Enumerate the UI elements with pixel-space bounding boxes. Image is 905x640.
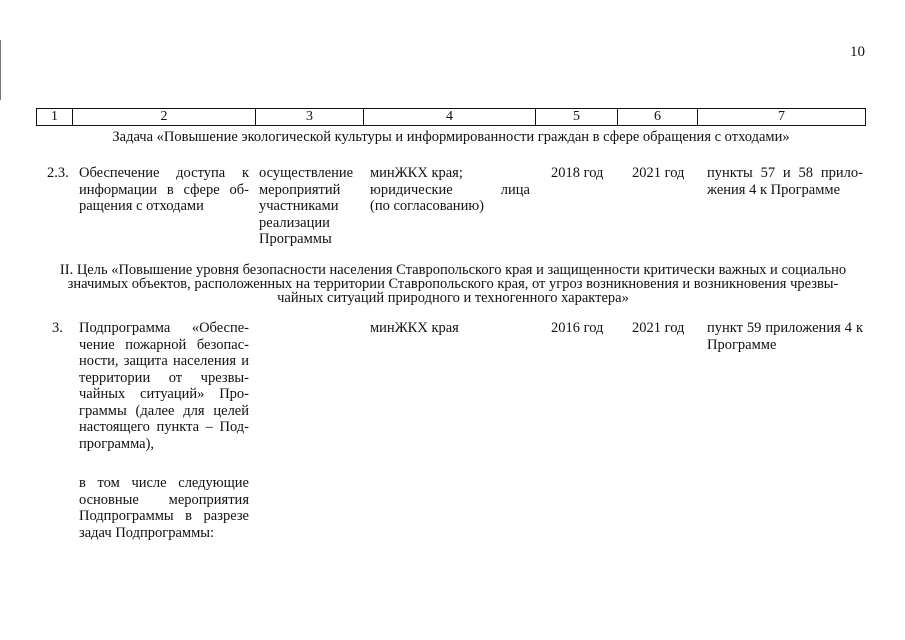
row-3-executor: минЖКХ края bbox=[370, 320, 459, 336]
row-2-3-executor-type: осуществление мероприятий участниками реализации Программы bbox=[259, 165, 354, 247]
page-edge-mark bbox=[0, 40, 1, 100]
row-2-3-executor-line1: минЖКХ края; bbox=[370, 165, 463, 181]
row-2-3-executor-line2 bbox=[370, 182, 530, 199]
row-2-3-executor-line2-b: лица bbox=[500, 181, 530, 198]
header-col-1: 1 bbox=[37, 109, 73, 125]
header-col-2: 2 bbox=[73, 109, 256, 125]
row-2-3-link: пункты 57 и 58 прило-жения 4 к Программе bbox=[707, 165, 863, 198]
goal-heading-line2: значимых объектов, расположенных на территории Ставропольского края, от угроз возникновения и возникновения чрезвы- bbox=[67, 276, 839, 292]
header-col-4: 4 bbox=[364, 109, 536, 125]
row-3-link: пункт 59 приложения 4 к Программе bbox=[707, 320, 863, 353]
page-number: 10 bbox=[850, 44, 865, 60]
row-2-3-end-year: 2021 год bbox=[632, 165, 685, 181]
row-2-3-number: 2.3. bbox=[47, 165, 69, 181]
row-2-3-measure: Обеспечение доступа к информации в сфере об-ращения с отходами bbox=[79, 165, 249, 214]
row-2-3-start-year: 2018 год bbox=[551, 165, 604, 181]
task-heading: Задача «Повышение экологической культуры и информированности граждан в сфере обращения с отходами» bbox=[112, 129, 790, 145]
row-3-start-year: 2016 год bbox=[551, 320, 604, 336]
row-3-end-year: 2021 год bbox=[632, 320, 685, 336]
goal-heading-line3: чайных ситуаций природного и техногенного характера» bbox=[277, 290, 629, 306]
header-col-5: 5 bbox=[536, 109, 618, 125]
goal-heading bbox=[40, 263, 866, 305]
row-2-3-executor-line3: (по согласованию) bbox=[370, 198, 484, 214]
row-3-number: 3. bbox=[52, 320, 63, 336]
goal-heading-line1: II. Цель «Повышение уровня безопасности населения Ставропольского края и защищенности критически важных и социально bbox=[59, 262, 847, 278]
header-col-7: 7 bbox=[778, 109, 785, 124]
header-col-3: 3 bbox=[256, 109, 364, 125]
header-col-6: 6 bbox=[618, 109, 698, 125]
row-2-3-executor bbox=[370, 165, 530, 215]
table-header-row bbox=[36, 108, 866, 126]
row-2-3-executor-line2-a: юридические bbox=[370, 181, 453, 198]
row-3-measure: Подпрограмма «Обеспе-чение пожарной безопас-ности, защита населения и территории от чрезвы-чайных ситуаций» Про-граммы (далее для целей настоящего пункта – Под-программа), bbox=[79, 320, 249, 452]
row-3-measure-continuation: в том числе следующие основные мероприятия Подпрограммы в разрезе задач Подпрограммы: bbox=[79, 475, 249, 541]
